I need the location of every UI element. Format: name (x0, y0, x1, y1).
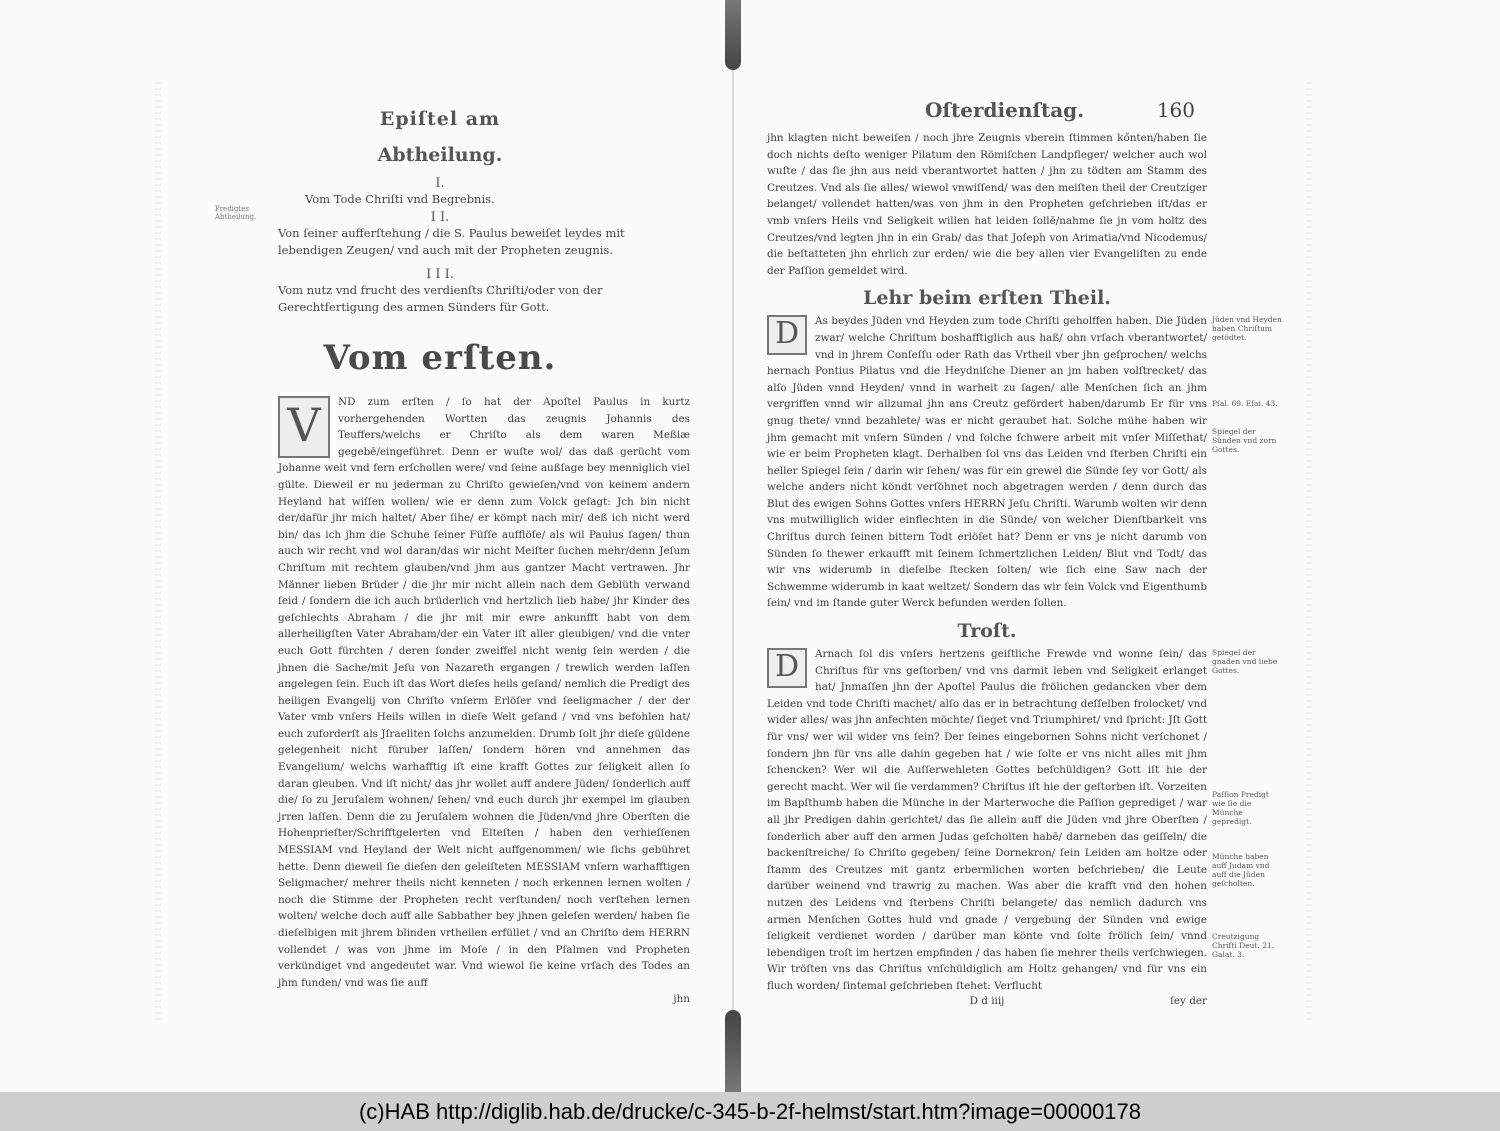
lehr-section (767, 287, 1305, 612)
right-intro-text: jhn klagten nicht beweiſen / noch jhre Zeugnis vberein ſtimmen kőnten/haben ſie doch nichts deſto weniger Pilatum den Römiſchen Landpfleger/ welcher auch wol wuſte / das ſie jhn aus neid vberantwortet hatten / jhn zu tödten am Stamm des Creutzes. Vnd als ſie alles/ wiewol vnwiſſend/ was den meiſten theil der Creutziger belanget/ vollendet hatten/was von jhm in den Propheten geſchrieben iſt/das er vmb vnſers Heils vnd Seligkeit willen hat leiden ſollē/nahme ſie jn vom holtz des Creutzes/vnd legten jhn in ein Grab/ das that Joſeph von Arimatia/vnd Nicodemus/ die beſtatteten jhn ehrlich zur erden/ wie die bey allen vier Evangeliſten zu ende der Paſſion gemeldet wird. (767, 132, 1207, 277)
margin-note-6: Münche haben auff Judam vnd auff die Jüden geſcholten. (1212, 852, 1270, 889)
page-edge-right (1306, 80, 1312, 1020)
left-side-note: Predigtes Abtheilung. (215, 205, 257, 221)
left-body-paragraph: ND zum erſten / ſo hat der Apoſtel Paulus in kurtz vorhergehenden Wortten das zeugnis Johannis des Teuffers/welchs er Chriſto als dem waren Meßiæ gegebē/eingeführet. Denn er wuſte wol/ das daß gerücht vom Johanne weit vnd fern erſchollen were/ vnd ſeine außſage bey menniglich viel gülte. Dieweil er nu jederman zu Chriſto gewieſen/vnd von keinem andern Heyland hat wiſſen wollen/ wie er denn zum Volck geſagt: Jch bin nicht der/dafür jhr mich haltet/ Aber ſihe/ er kömpt nach mir/ deß ich nicht werd bin/ das ich jhm die Schuhe ſeiner Füſſe aufflöſe/ als wil Paulus ſagen/ thun auch wir recht vnd wol daran/das wir nicht Meiſter ſuchen mehr/denn Jeſum Chriſtum mit rechtem glauben/vnd jhm aus gantzer Macht vertrawen. Jhr Männer lieben Brüder / die jhr mir nicht allein nach dem Geblüth verwand ſeid / ſondern die ich auch brüderlich vnd hertzlich lieb habe/ jhr Kinder des geſchlechts Abraham / die jhr mit mir ewre ankunfft habt von dem allerheiligſten Vater Abraham/der ein Vater iſt aller gleubigen/ vnd die vnter euch Gott fürchten / deren ſonder zweiffel nicht wenig ſein werden / die jhnen die Sache/mit Jeſu von Nazareth ergangen / trewlich werden laſſen angelegen ſein. Euch iſt das Wort dieſes heils geſand/ nemlich die Predigt des heiligen Evangelij von Chriſto vnſerm Erlöſer vnd ſeeligmacher / der der Vater vmb vnſers Heils willen in dieſe Welt geſand / vnd vns befohlen hat/ euch zuforderſt als Jſraeliten ſolchs anzumelden. Drumb ſolt jhr dieſe güldene gelegenheit nicht füruber laſſen/ ſondern hören vnd annehmen das Evangelium/ welchs warhafftig iſt eine krafft Gottes zur ſeligkeit allen ſo daran gleuben. Vnd iſt nicht/ das jhr wollet auff andere Jüden/ ſonderlich auff die/ ſo zu Jeruſalem wohnen/ ſehen/ vnd euch durch jhr exempel im glauben jrren laſſen. Denn die zu Jeruſalem wohnen die Jüden/vnd jhre Oberſten die Hohenprieſter/Schrifftgelerten vnd Elteſten / haben den verhieſſenen MESSIAM vnd Heyland der Welt nicht auffgenommen/ wie ſichs gebühret hette. Denn dieweil ſie dieſen den geleiſteten MESSIAM vnſern warhafftigen Seligmacher/ mehrer theils nicht kenneten / noch erkennen lernen wolten / noch die Stimme der Propheten recht verſtunden/ noch verſtehen lernen wolten/ welche doch auff alle Sabbather bey jhnen geleſen werden/ haben ſie dieſelbigen mit jhrem blinden vrtheilen erfüllet / vnd an Chriſto dem HERRN vollendet / was von jhme im Moſe / in den Pſalmen vnd Propheten verkündiget vnd angedeutet war. Vnd wiewol ſie keine vrſach des Todes an jhm funden/ vnd was ſie auff (278, 396, 690, 989)
division-numeral-1: I. (435, 176, 445, 191)
trost-section (767, 620, 1305, 1010)
lehr-text (767, 313, 1207, 612)
section-head-vom-ersten: Vom erſten. (323, 338, 557, 378)
section-head-lehr: Lehr beim erſten Theil. (863, 287, 1111, 310)
copyright-footer: (c)HAB http://diglib.hab.de/drucke/c-345-b-2f-helmst/start.htm?image=00000178 (0, 1092, 1500, 1131)
signature-mark: D d iiij (969, 994, 1005, 1007)
division-numeral-3: I I I. (426, 267, 454, 282)
margin-note-3: Spiegel der Sünden vnd zorn Gottes. (1212, 427, 1277, 455)
division-numeral-2: I I. (430, 210, 450, 225)
trost-paragraph: Arnach ſol dis vnſers hertzens geiſtliche Frewde vnd wonne ſein/ das Chriſtus für vns geſtorben/ vnd vns darmit leben vnd Seligkeit erlanget hat/ Jnmaſſen jhn der Apoſtel Paulus die frölichen gedancken vber dem Leiden vnd tode Chriſti machet/ alſo das er in betrachtung deſſelben frolocket/ vnd wider alles/ was jhn anfechten möchte/ ſieget vnd Triumphiret/ vnd ſpricht: Jſt Gott für vns/ wer wil wider vns ſein? Der ſeines eingebornen Sohns nicht verſchonet / ſondern jhn für vns alle dahin gegeben hat / wie ſolte er vns nicht alles mit jhm ſchencken? Wer wil die Auſſerwehleten Gottes beſchüldigen? Gott iſt hie der gerecht macht. Wer wil ſie verdammen? Chriſtus iſt hie der geſtorben iſt. Vorzeiten im Bapſthumb haben die Münche in der Marterwoche die Paſſion geprediget / war all jhr Predigen dahin gerichtet/ das ſie allein auff die Jüden vnd jhre Oberſten / ſonderlich aber auff den armen Judas geſcholten habē/ darneben das geiſſeln/ die backenſtreiche/ ſo Chriſto gegeben/ ſeine Dornekron/ ſein Leiden am holtze oder ſtamm des Creutzes mit gantz erbermlichen worten beſchrieben/ die Leute darüber weinend vnd trawrig zu machen. Was aber die krafft vnd den hohen nutzen des Leidens vnd ſterbens Chriſti belangete/ das nemlich dadurch vns armen Menſchen Gottes huld vnd gnade / vergebung der Sünden vnd ewige ſeligkeit verdienet worden / darüber man könte vnd ſolte frölich ſein/ vnnd lebendigen troſt im hertzen empfinden / das haben ſie mehrer theils verſchwiegen. Wir tröſten vns das Chriſtus vnſchüldiglich am Holtz gehangen/ vnd für vns ein fluch worden/ ſintemal geſchrieben ſtehet: Verflucht (767, 648, 1207, 992)
right-page (745, 60, 1305, 1040)
dropcap-d-2: D (767, 648, 807, 688)
division-item-3: Vom nutz vnd frucht des verdienſts Chriſti/oder von der Gerechtfertigung des armen Sünders für Gott. (278, 283, 603, 314)
dropcap-v: V (278, 396, 330, 458)
margin-note-4: Spiegel der gnaden vnd liebe Gottes. (1212, 648, 1278, 676)
margin-note-2: Pſal. 69. Eſai. 43. (1212, 399, 1278, 409)
margin-note-5: Paſſion Predigt wie ſie die Münche gepredigt. (1212, 790, 1269, 827)
binding-clip-top (725, 0, 741, 70)
running-title: Oſterdienſtag. (925, 98, 1085, 122)
gutter-line (732, 0, 734, 1092)
left-body-text (278, 394, 690, 1008)
lehr-paragraph: As beydes Jüden vnd Heyden zum tode Chriſti geholffen haben. Die Jüden zwar/ welche Chriſtum boshafftiglich aus haß/ ohn vrſach vberantwortet/ vnd in jhrem Conſeſſu oder Rath das Vrtheil vber jhn geſprochen/ welchs hernach Pontius Pilatus vnd die Heydniſche Diener an jm haben volſtrecket/ das alſo Jüden vnnd Heyden/ vnnd in warheit zu ſagen/ alle Menſchen ſich an jhm vergriffen vnnd wir allzumal jhn ans Creutz gefördert haben/darumb Er für vns gnug thete/ vnnd bezahlete/ was er nicht geraubet hat. Solche mühe haben wir jhm gemacht mit vnſern Sünden / vnd ſolche ſchwere arbeit mit vnſer Miſſethat/ wie er beim Propheten klagt. Derhalben ſol vns das Leiden vnd ſterben Chriſti ein heller Spiegel ſein / darin wir ſehen/ was für ein grewel die Sünde ſey vor Gott/ als welche anders nicht köndt verſöhnet noch abgetragen werden / denn durch das Blut des ewigen Sohns Gottes vnſers HERRN Jeſu Chriſti. Warumb wolten wir denn vns mutwilliglich wider einflechten in die Sünde/ von welcher Dienſtbarkeit vns Chriſtus durch ſeinen bittern Todt erlöſet hat? Denn er vns je nicht darumb von Sünden ſo thewer erkaufft mit ſeinem ſchmertzlichen Leiden/ Blut vnd Todt/ das wir vns widerumb in dieſelbe ſtecken ſolten/ wie ſich eine Saw nach der Schwemme widerumb in kaat weltzet/ Sondern das wir ſein Volck vnd Eigenthumb ſein/ vnd im ſtande guter Werck befunden werden ſollen. (767, 315, 1207, 610)
trost-text (767, 646, 1207, 994)
left-catchword: jhn (673, 993, 690, 1006)
section-head-trost: Troſt. (957, 620, 1017, 643)
binding-clip-bottom (725, 1010, 741, 1092)
division-item-2: Von ſeiner aufferſtehung / die S. Paulus beweiſet leydes mit lebendigen Zeugen/ vnd auch mit der Propheten zeugnis. (278, 226, 625, 257)
folio-number: 160 (1156, 98, 1195, 122)
dropcap-d-1: D (767, 315, 807, 355)
left-page (160, 60, 720, 1040)
margin-note-7: Creutzigung Chriſti Deut. 21. Galat. 3. (1212, 932, 1275, 960)
left-page-title: Epiſtel am (379, 108, 501, 130)
division-item-1: Vom Tode Chriſti vnd Begrebnis. (305, 192, 495, 206)
margin-note-1: Jüden vnd Heyden haben Chriſtum getödtet. (1212, 315, 1282, 343)
running-head (745, 98, 1305, 130)
page-bottom-line (767, 995, 1207, 1011)
right-catchword: ſey der (1170, 994, 1207, 1007)
book-gutter (720, 0, 746, 1092)
left-page-subtitle: Abtheilung. (377, 144, 503, 166)
